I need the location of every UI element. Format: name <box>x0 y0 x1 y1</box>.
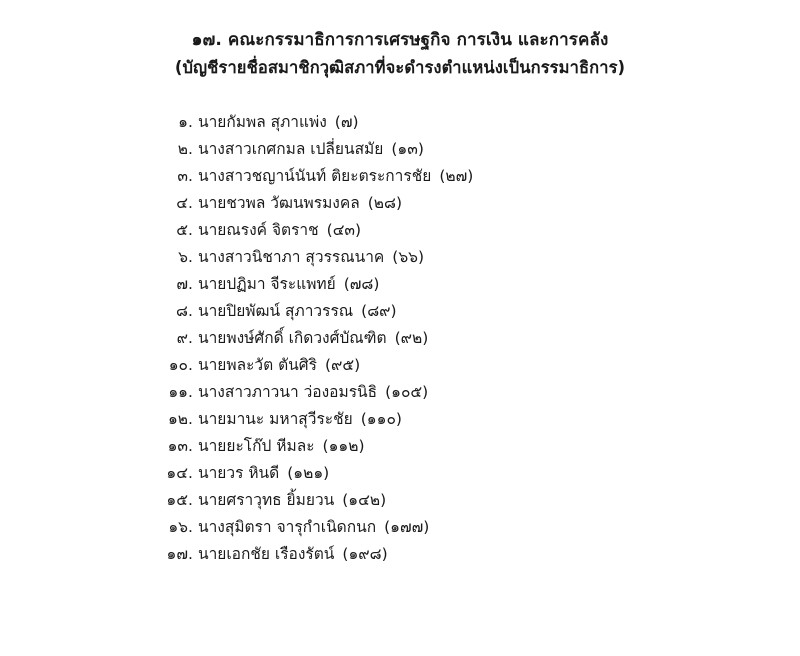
item-separator: . <box>188 464 193 483</box>
item-number: ๑๒ <box>167 410 188 429</box>
member-index: (๑๓) <box>391 140 424 159</box>
item-number: ๒ <box>177 140 188 159</box>
document-header <box>0 26 800 81</box>
item-separator: . <box>188 437 193 456</box>
item-number: ๑๔ <box>166 464 188 483</box>
list-item <box>150 169 800 196</box>
member-name: นายณรงค์ จิตราช <box>198 221 319 240</box>
item-separator: . <box>188 302 193 321</box>
member-name: นางสาวเกศกมล เปลี่ยนสมัย <box>198 140 384 159</box>
item-separator: . <box>188 113 193 132</box>
member-name: นายเอกชัย เรืองรัตน์ <box>198 545 335 564</box>
item-number: ๗ <box>176 275 188 294</box>
list-item <box>150 250 800 277</box>
item-separator: . <box>188 194 193 213</box>
item-number: ๑ <box>178 113 188 132</box>
member-index: (๗) <box>334 113 359 132</box>
item-separator: . <box>188 410 193 429</box>
member-name: นายวร หินดี <box>198 464 280 483</box>
member-name: นางสุมิตรา จารุกำเนิดกนก <box>198 518 377 537</box>
item-number: ๑๐ <box>168 356 188 375</box>
item-separator: . <box>188 248 193 267</box>
member-index: (๙๕) <box>324 356 361 375</box>
member-index: (๙๒) <box>394 329 429 348</box>
member-name: นายมานะ มหาสุวีระชัย <box>198 410 353 429</box>
member-name: นายกัมพล สุภาแพ่ง <box>198 113 327 132</box>
member-index: (๑๒๑) <box>287 464 330 483</box>
member-index: (๑๐๕) <box>385 383 429 402</box>
list-item <box>150 520 800 547</box>
list-item <box>150 385 800 412</box>
member-index: (๑๑๐) <box>360 410 402 429</box>
item-number: ๔ <box>176 194 188 213</box>
item-separator: . <box>188 383 193 402</box>
member-name: นายพละวัต ตันศิริ <box>198 356 317 375</box>
item-number: ๑๓ <box>167 437 188 456</box>
item-number: ๑๑ <box>168 383 188 402</box>
item-separator: . <box>188 221 193 240</box>
item-separator: . <box>188 491 193 510</box>
item-number: ๕ <box>176 221 188 240</box>
item-number: ๑๖ <box>168 518 188 537</box>
member-index: (๗๘) <box>343 275 380 294</box>
member-index: (๘๙) <box>361 302 397 321</box>
list-item <box>150 412 800 439</box>
list-item <box>150 196 800 223</box>
list-item <box>150 466 800 493</box>
item-number: ๓ <box>177 167 188 186</box>
item-number: ๑๕ <box>166 491 188 510</box>
item-separator: . <box>188 545 193 564</box>
item-separator: . <box>188 275 193 294</box>
item-number: ๘ <box>176 302 188 321</box>
list-item <box>150 358 800 385</box>
list-item <box>150 277 800 304</box>
list-item <box>150 439 800 466</box>
member-name: นายยะโก๊ป หีมละ <box>198 437 315 456</box>
list-item <box>150 115 800 142</box>
member-index: (๑๙๘) <box>342 545 388 564</box>
member-list <box>0 115 800 574</box>
member-name: นายชวพล วัฒนพรมงคล <box>198 194 360 213</box>
item-separator: . <box>188 356 193 375</box>
member-name: นางสาวภาวนา ว่องอมรนิธิ <box>198 383 378 402</box>
member-name: นายพงษ์ศักดิ์ เกิดวงศ์บัณฑิต <box>198 329 387 348</box>
item-number: ๑๗ <box>166 545 188 564</box>
member-name: นางสาวชญาน์นันท์ ติยะตระการชัย <box>198 167 432 186</box>
member-name: นางสาวนิชาภา สุวรรณนาค <box>198 248 385 267</box>
item-separator: . <box>188 167 193 186</box>
item-separator: . <box>188 140 193 159</box>
list-item <box>150 223 800 250</box>
member-name: นายปิยพัฒน์ สุภาวรรณ <box>198 302 354 321</box>
list-item <box>150 547 800 574</box>
member-index: (๒๗) <box>439 167 474 186</box>
member-name: นายปฏิมา จีระแพทย์ <box>198 275 336 294</box>
page-title: ๑๗. คณะกรรมาธิการการเศรษฐกิจ การเงิน และการคลัง <box>191 30 609 50</box>
list-item <box>150 493 800 520</box>
list-item <box>150 304 800 331</box>
member-index: (๑๔๒) <box>342 491 387 510</box>
item-separator: . <box>188 518 193 537</box>
member-index: (๒๘) <box>367 194 403 213</box>
list-item <box>150 331 800 358</box>
member-name: นายศราวุทธ ยิ้มยวน <box>198 491 335 510</box>
member-index: (๑๗๗) <box>384 518 430 537</box>
member-index: (๖๖) <box>392 248 425 267</box>
item-number: ๙ <box>176 329 188 348</box>
member-index: (๑๑๒) <box>322 437 365 456</box>
item-number: ๖ <box>178 248 188 267</box>
member-index: (๔๓) <box>326 221 362 240</box>
page-subtitle: (บัญชีรายชื่อสมาชิกวุฒิสภาที่จะดำรงตำแหน่งเป็นกรรมาธิการ) <box>174 58 626 78</box>
item-separator: . <box>188 329 193 348</box>
list-item <box>150 142 800 169</box>
